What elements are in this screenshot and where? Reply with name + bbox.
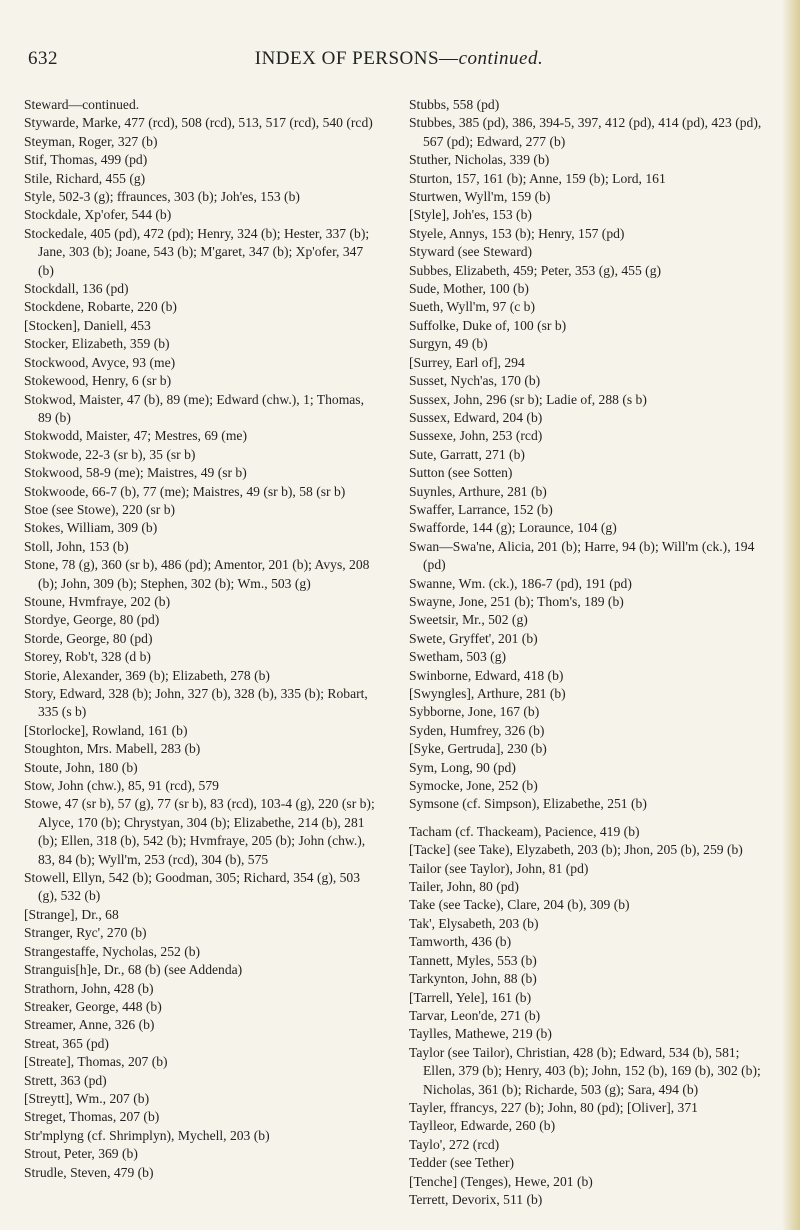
index-entry: Stockdene, Robarte, 220 (b) <box>24 299 177 315</box>
index-entry: Stokwode, 22-3 (sr b), 35 (sr b) <box>24 446 196 462</box>
index-entry: Steward—continued. <box>24 97 140 112</box>
index-entry: Stowell, Ellyn, 542 (b); Goodman, 305; Richard, 354 (g), 503 (g), 532 (b) <box>24 870 361 904</box>
index-entry: [Tacke] (see Take), Elyzabeth, 203 (b); Jhon, 205 (b), 259 (b) <box>409 842 743 858</box>
index-entry: Stocker, Elizabeth, 359 (b) <box>24 336 170 352</box>
index-entry: Symocke, Jone, 252 (b) <box>409 778 538 794</box>
index-entry: Style, 502-3 (g); ffraunces, 303 (b); Joh'es, 153 (b) <box>24 189 300 205</box>
page-edge <box>782 0 800 1230</box>
index-entry: [Swyngles], Arthure, 281 (b) <box>409 686 566 701</box>
index-entry: Sybborne, Jone, 167 (b) <box>409 704 540 720</box>
index-entry: Swanne, Wm. (ck.), 186-7 (pd), 191 (pd) <box>409 575 632 591</box>
index-entry: Stoune, Hvmfraye, 202 (b) <box>24 593 171 609</box>
index-entry: Story, Edward, 328 (b); John, 327 (b), 328 (b), 335 (b); Robart, 335 (s b) <box>24 686 368 720</box>
index-entry: Stubbes, 385 (pd), 386, 394-5, 397, 412 (pd), 414 (pd), 423 (pd), 567 (pd); Edward, 277 (b) <box>409 115 762 149</box>
index-entry: Sutton (see Sotten) <box>409 465 513 481</box>
index-entry: Sweetsir, Mr., 502 (g) <box>409 612 528 628</box>
index-entry: Streget, Thomas, 207 (b) <box>24 1109 160 1125</box>
index-entry: Suffolke, Duke of, 100 (sr b) <box>409 317 567 333</box>
index-entry: Suynles, Arthure, 281 (b) <box>409 483 547 499</box>
index-entry: Tak', Elysabeth, 203 (b) <box>409 915 539 931</box>
index-entry: Surgyn, 49 (b) <box>409 336 488 352</box>
index-entry: Stoll, John, 153 (b) <box>24 538 129 554</box>
index-entry: Stow, John (chw.), 85, 91 (rcd), 579 <box>24 778 219 794</box>
index-entry: Tamworth, 436 (b) <box>409 934 512 950</box>
index-entry: [Tarrell, Yele], 161 (b) <box>409 989 532 1005</box>
index-entry: [Tenche] (Tenges), Hewe, 201 (b) <box>409 1173 593 1189</box>
index-entry: Sturtwen, Wyll'm, 159 (b) <box>409 189 551 205</box>
index-entry: Susset, Nych'as, 170 (b) <box>409 373 541 389</box>
index-entry: Stokewood, Henry, 6 (sr b) <box>24 373 172 389</box>
index-entry: Swetham, 503 (g) <box>409 649 507 665</box>
index-entry: Tarvar, Leon'de, 271 (b) <box>409 1007 541 1023</box>
index-entry: Storde, George, 80 (pd) <box>24 630 153 646</box>
index-entry: Strangestaffe, Nycholas, 252 (b) <box>24 943 201 959</box>
index-entry: Styele, Annys, 153 (b); Henry, 157 (pd) <box>409 225 625 241</box>
index-entry: Stone, 78 (g), 360 (sr b), 486 (pd); Amentor, 201 (b); Avys, 208 (b); John, 309 (b); Stephen, 302 (b); Wm., 503 (g) <box>24 557 370 591</box>
index-entry: Stoughton, Mrs. Mabell, 283 (b) <box>24 741 201 757</box>
index-entry: Taylleor, Edwarde, 260 (b) <box>409 1118 556 1134</box>
index-entry: Stywarde, Marke, 477 (rcd), 508 (rcd), 513, 517 (rcd), 540 (rcd) <box>24 115 373 131</box>
index-entry: Styward (see Steward) <box>409 244 533 260</box>
index-entry: Stockedale, 405 (pd), 472 (pd); Henry, 324 (b); Hester, 337 (b); Jane, 303 (b); Joane, 543 (b); M'garet, 347 (b); Xp'ofer, 347 (b) <box>24 225 370 278</box>
index-entry: Sturton, 157, 161 (b); Anne, 159 (b); Lord, 161 <box>409 170 666 186</box>
index-entry: Stokes, William, 309 (b) <box>24 520 158 536</box>
index-entry: Tarkynton, John, 88 (b) <box>409 971 537 987</box>
index-entry: Stockwood, Avyce, 93 (me) <box>24 354 176 370</box>
index-entry: Sussex, Edward, 204 (b) <box>409 409 543 425</box>
index-entry: Streat, 365 (pd) <box>24 1035 109 1051</box>
index-column-left <box>24 96 379 1182</box>
index-entry: Swete, Gryffet', 201 (b) <box>409 630 538 646</box>
index-entry: Strudle, Steven, 479 (b) <box>24 1164 154 1180</box>
index-entry: Tacham (cf. Thackeam), Pacience, 419 (b) <box>409 823 640 839</box>
index-entry: [Storlocke], Rowland, 161 (b) <box>24 722 188 738</box>
index-entry: Tannett, Myles, 553 (b) <box>409 952 537 968</box>
index-entry: Sym, Long, 90 (pd) <box>409 759 516 775</box>
index-entry: [Streate], Thomas, 207 (b) <box>24 1054 168 1070</box>
page-title <box>28 48 770 70</box>
index-entry: Stordye, George, 80 (pd) <box>24 612 160 628</box>
index-entry: Steyman, Roger, 327 (b) <box>24 133 158 149</box>
index-entry: [Streytt], Wm., 207 (b) <box>24 1090 150 1106</box>
index-entry: Streaker, George, 448 (b) <box>24 998 162 1014</box>
section-gap <box>409 814 764 823</box>
index-entry: Tailer, John, 80 (pd) <box>409 879 519 895</box>
index-entry: Sude, Mother, 100 (b) <box>409 281 529 297</box>
index-entry: Symsone (cf. Simpson), Elizabethe, 251 (b) <box>409 796 647 812</box>
title-italic: continued. <box>458 48 544 69</box>
index-entry: Terrett, Devorix, 511 (b) <box>409 1191 543 1207</box>
index-entry: Taylo', 272 (rcd) <box>409 1136 500 1152</box>
index-entry: Strett, 363 (pd) <box>24 1072 107 1088</box>
index-entry: Taylor (see Tailor), Christian, 428 (b); Edward, 534 (b), 581; Ellen, 379 (b); Henry, 403 (b); John, 152 (b), 169 (b), 302 (b); Nicholas, 361 (b); Richarde, 503 (g); Sara, 494 (b) <box>409 1044 761 1097</box>
title-main: INDEX OF PERSONS— <box>254 48 459 69</box>
index-entry: Stranguis[h]e, Dr., 68 (b) (see Addenda) <box>24 962 243 978</box>
index-entry: Str'mplyng (cf. Shrimplyn), Mychell, 203 (b) <box>24 1127 270 1143</box>
index-entry: Swinborne, Edward, 418 (b) <box>409 667 564 683</box>
page-header <box>28 48 770 74</box>
index-entry: Strout, Peter, 369 (b) <box>24 1146 138 1162</box>
index-entry: Stif, Thomas, 499 (pd) <box>24 152 148 168</box>
index-entry: [Stocken], Daniell, 453 <box>24 317 151 333</box>
index-entry: Tedder (see Tether) <box>409 1155 515 1171</box>
index-entry: Stokwod, Maister, 47 (b), 89 (me); Edward (chw.), 1; Thomas, 89 (b) <box>24 391 364 425</box>
index-entry: Stoute, John, 180 (b) <box>24 759 138 775</box>
index-entry: Swafforde, 144 (g); Loraunce, 104 (g) <box>409 520 617 536</box>
index-entry: Storie, Alexander, 369 (b); Elizabeth, 278 (b) <box>24 667 270 683</box>
index-entry: Swayne, Jone, 251 (b); Thom's, 189 (b) <box>409 593 624 609</box>
index-entry: Sussexe, John, 253 (rcd) <box>409 428 543 444</box>
index-entry: [Strange], Dr., 68 <box>24 906 119 922</box>
index-entry: Stoe (see Stowe), 220 (sr b) <box>24 501 176 517</box>
index-entry: Stokwoode, 66-7 (b), 77 (me); Maistres, 49 (sr b), 58 (sr b) <box>24 483 346 499</box>
index-entry: Stubbs, 558 (pd) <box>409 97 500 112</box>
index-entry: Swan—Swa'ne, Alicia, 201 (b); Harre, 94 (b); Will'm (ck.), 194 (pd) <box>409 538 755 573</box>
index-entry: Tayler, ffrancys, 227 (b); John, 80 (pd); [Oliver], 371 <box>409 1099 698 1115</box>
index-entry: Swaffer, Larrance, 152 (b) <box>409 501 553 517</box>
page-number: 632 <box>28 48 58 69</box>
index-entry: Stockdall, 136 (pd) <box>24 281 129 297</box>
index-entry: Sute, Garratt, 271 (b) <box>409 446 525 462</box>
index-entry: Sussex, John, 296 (sr b); Ladie of, 288 (s b) <box>409 391 647 407</box>
index-entry: Strathorn, John, 428 (b) <box>24 980 154 996</box>
index-entry: Sueth, Wyll'm, 97 (c b) <box>409 299 535 315</box>
index-entry: Subbes, Elizabeth, 459; Peter, 353 (g), 455 (g) <box>409 262 662 278</box>
index-entry: Stokwodd, Maister, 47; Mestres, 69 (me) <box>24 428 247 444</box>
index-entry: Stokwood, 58-9 (me); Maistres, 49 (sr b) <box>24 465 247 481</box>
index-entry: Stranger, Ryc', 270 (b) <box>24 925 147 941</box>
index-entry: Stile, Richard, 455 (g) <box>24 170 146 186</box>
index-entry: [Syke, Gertruda], 230 (b) <box>409 741 547 757</box>
index-entry: Stuther, Nicholas, 339 (b) <box>409 152 550 168</box>
index-entry: Storey, Rob't, 328 (d b) <box>24 649 151 665</box>
index-entry: Stowe, 47 (sr b), 57 (g), 77 (sr b), 83 (rcd), 103-4 (g), 220 (sr b); Alyce, 170 (b); Chrystyan, 304 (b); Elizabethe, 214 (b), 281 (b); Ellen, 318 (b), 542 (b); Hvmfraye, 205 (b); John (chw.), 83, 84 (b); Wyll'm, 253 (rcd), 304 (b), 575 <box>24 796 375 867</box>
index-entry: Take (see Tacke), Clare, 204 (b), 309 (b) <box>409 897 630 913</box>
index-entry: Streamer, Anne, 326 (b) <box>24 1017 155 1033</box>
index-entry: Stockdale, Xp'ofer, 544 (b) <box>24 207 172 223</box>
index-entry: Syden, Humfrey, 326 (b) <box>409 722 545 738</box>
index-entry: Taylles, Mathewe, 219 (b) <box>409 1026 552 1042</box>
index-entry: Tailor (see Taylor), John, 81 (pd) <box>409 860 589 876</box>
index-column-right <box>409 96 764 1209</box>
index-entry: [Style], Joh'es, 153 (b) <box>409 207 532 223</box>
index-entry: [Surrey, Earl of], 294 <box>409 354 525 370</box>
